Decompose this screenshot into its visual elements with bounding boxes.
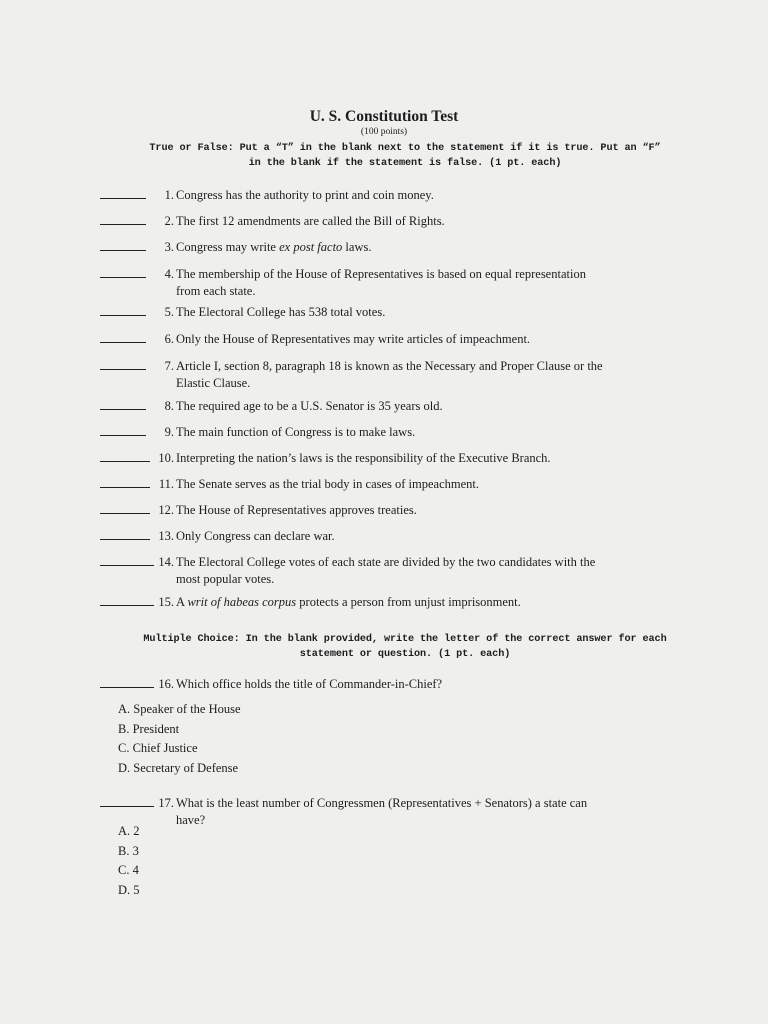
question-text: Congress has the authority to print and coin money. (176, 188, 434, 202)
answer-blank[interactable] (100, 331, 146, 343)
question-text: Article I, section 8, paragraph 18 is known as the Necessary and Proper Clause or the Elastic Clause. (176, 358, 666, 392)
question-text: Which office holds the title of Commander-in-Chief? (176, 677, 443, 691)
answer-blank[interactable] (100, 676, 154, 688)
question-number: 3. (164, 240, 174, 254)
answer-blank[interactable] (100, 213, 146, 225)
question-text-continued: most popular votes. (176, 572, 275, 586)
question-text: The Senate serves as the trial body in cases of impeachment. (176, 477, 480, 491)
answer-blank[interactable] (100, 398, 146, 410)
answer-blank[interactable] (100, 554, 154, 566)
question-number: 7. (164, 359, 174, 373)
answer-option: A. Speaker of the House (118, 702, 241, 716)
answer-blank[interactable] (100, 502, 150, 514)
answer-blank[interactable] (100, 239, 146, 251)
question-text: The House of Representatives approves treaties. (176, 503, 417, 517)
question-text-continued: have? (176, 813, 206, 827)
answer-blank[interactable] (100, 304, 146, 316)
answer-option: B. President (118, 722, 180, 736)
question-number: 17. (158, 796, 174, 810)
answer-blank[interactable] (100, 594, 154, 606)
question-text: Congress may write ex post facto laws. (176, 240, 372, 254)
question-text: Only the House of Representatives may write articles of impeachment. (176, 332, 531, 346)
question-text-continued: Elastic Clause. (176, 376, 251, 390)
answer-blank[interactable] (100, 528, 150, 540)
question-text: The membership of the House of Representatives is based on equal representation from each state. (176, 266, 666, 300)
answer-option: B. 3 (118, 844, 139, 858)
question-number: 6. (164, 332, 174, 346)
question-number: 15. (158, 595, 174, 609)
answer-blank[interactable] (100, 424, 146, 436)
question-text: The Electoral College votes of each state are divided by the two candidates with the most popular votes. (176, 554, 666, 588)
question-text: Only Congress can declare war. (176, 529, 335, 543)
answer-blank[interactable] (100, 476, 150, 488)
answer-blank[interactable] (100, 450, 150, 462)
question-number: 11. (158, 477, 174, 491)
question-text: The Electoral College has 538 total votes. (176, 305, 386, 319)
question-text-continued: from each state. (176, 284, 256, 298)
question-number: 4. (164, 267, 174, 281)
question-text: Interpreting the nation’s laws is the responsibility of the Executive Branch. (176, 451, 551, 465)
question-text: A writ of habeas corpus protects a person from unjust imprisonment. (176, 595, 521, 609)
mc-instructions-line-1: Multiple Choice: In the blank provided, write the letter of the correct answer for each (143, 634, 667, 645)
answer-option: A. 2 (118, 824, 140, 838)
question-number: 8. (164, 399, 174, 413)
question-number: 1. (164, 188, 174, 202)
answer-blank[interactable] (100, 795, 154, 807)
question-number: 5. (164, 305, 174, 319)
tf-instructions-line-2: in the blank if the statement is false. (1 pt. each) (248, 158, 562, 169)
question-text: The first 12 amendments are called the Bill of Rights. (176, 214, 445, 228)
question-number: 12. (158, 503, 174, 517)
question-number: 2. (164, 214, 174, 228)
mc-instructions-line-2: statement or question. (1 pt. each) (299, 649, 511, 660)
question-number: 13. (158, 529, 174, 543)
points-note: (100 points) (360, 127, 408, 137)
page-title: U. S. Constitution Test (309, 108, 459, 125)
tf-instructions-line-1: True or False: Put a “T” in the blank next to the statement if it is true. Put an “F” (149, 143, 661, 154)
answer-blank[interactable] (100, 187, 146, 199)
italic-term: writ of habeas corpus (187, 595, 297, 609)
question-text: The main function of Congress is to make laws. (176, 425, 416, 439)
question-number: 9. (164, 425, 174, 439)
answer-option: D. 5 (118, 883, 140, 897)
answer-blank[interactable] (100, 358, 146, 370)
question-text: The required age to be a U.S. Senator is 35 years old. (176, 399, 443, 413)
answer-option: C. 4 (118, 863, 139, 877)
answer-option: D. Secretary of Defense (118, 761, 239, 775)
italic-term: ex post facto (279, 240, 343, 254)
question-number: 16. (158, 677, 174, 691)
question-number: 10. (158, 451, 174, 465)
answer-option: C. Chief Justice (118, 741, 198, 755)
question-text: What is the least number of Congressmen (Representatives + Senators) a state can have? (176, 795, 666, 829)
answer-blank[interactable] (100, 266, 146, 278)
question-number: 14. (158, 555, 174, 569)
